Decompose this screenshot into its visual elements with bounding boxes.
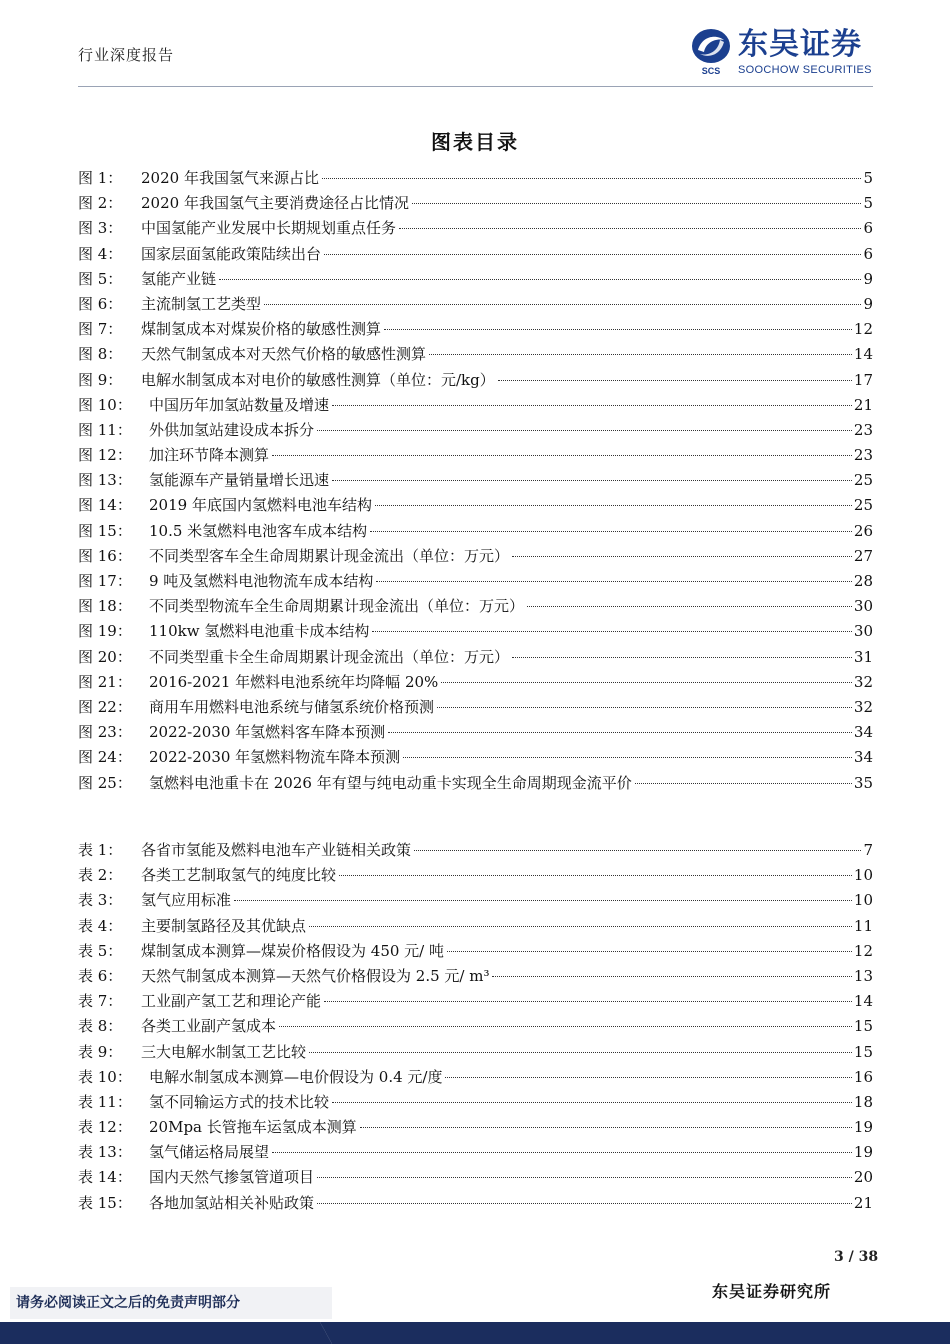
dot-leader [372, 631, 852, 632]
dot-leader [360, 1127, 852, 1128]
figure-title: 国家层面氢能政策陆续出台 [141, 244, 322, 263]
figure-title: 2020 年我国氢气主要消费途径占比情况 [141, 194, 409, 213]
company-logo [690, 28, 890, 80]
figure-title: 商用车用燃料电池系统与储氢系统价格预测 [149, 697, 435, 716]
figure-title: 中国历年加氢站数量及增速 [149, 395, 330, 414]
dot-leader [429, 354, 852, 355]
figure-entry[interactable] [78, 670, 873, 695]
figure-label: 图 20： [78, 647, 132, 666]
figure-title: 2019 年底国内氢燃料电池车结构 [149, 496, 372, 515]
dot-leader [279, 1026, 852, 1027]
figure-page-number: 5 [863, 169, 873, 187]
dot-leader [498, 380, 852, 381]
table-label: 表 8： [78, 1017, 123, 1036]
table-page-number: 13 [853, 966, 873, 985]
table-page-number: 15 [853, 1042, 873, 1061]
figure-entry[interactable] [78, 745, 873, 770]
dot-leader [317, 430, 852, 431]
table-page-number: 19 [853, 1118, 873, 1137]
figure-label: 图 8： [78, 345, 123, 364]
dot-leader [376, 581, 852, 582]
dot-leader [272, 1152, 852, 1153]
dot-leader [512, 657, 852, 658]
figure-label: 图 6： [78, 294, 123, 313]
table-label: 表 15： [78, 1193, 132, 1212]
table-entry[interactable] [78, 888, 873, 913]
footer-wedge [0, 1318, 950, 1344]
figure-label: 图 24： [78, 748, 132, 767]
table-entry[interactable] [78, 1165, 873, 1190]
figure-title: 不同类型重卡全生命周期累计现金流出（单位：万元） [149, 647, 510, 666]
table-title: 主要制氢路径及其优缺点 [141, 916, 307, 935]
figure-label: 图 4： [78, 244, 123, 263]
table-page-number: 10 [853, 891, 873, 910]
figure-page-number: 14 [853, 345, 873, 364]
figure-label: 图 10： [78, 395, 132, 414]
figure-entry[interactable] [78, 216, 873, 241]
figure-entry[interactable] [78, 443, 873, 468]
dot-leader [332, 405, 852, 406]
table-list [78, 838, 873, 1216]
figure-page-number: 35 [853, 773, 873, 792]
dot-leader [414, 850, 861, 851]
table-title: 工业副产氢工艺和理论产能 [141, 992, 322, 1011]
table-page-number: 21 [853, 1193, 873, 1212]
figure-label: 图 9： [78, 370, 123, 389]
table-label: 表 11： [78, 1092, 132, 1111]
figure-title: 2020 年我国氢气来源占比 [141, 169, 319, 187]
figure-label: 图 14： [78, 496, 132, 515]
figure-entry[interactable] [78, 418, 873, 443]
figure-title: 主流制氢工艺类型 [141, 294, 262, 313]
figure-entry[interactable] [78, 342, 873, 367]
figure-title: 氢燃料电池重卡在 2026 年有望与纯电动重卡实现全生命周期现金流平价 [149, 773, 632, 792]
figure-entry[interactable] [78, 468, 873, 493]
figure-page-number: 23 [853, 446, 873, 465]
dot-leader [272, 455, 852, 456]
figure-title: 2022-2030 年氢燃料客车降本预测 [149, 723, 386, 742]
dot-leader [234, 900, 852, 901]
table-page-number: 15 [853, 1017, 873, 1036]
table-entry[interactable] [78, 1065, 873, 1090]
figure-page-number: 34 [853, 748, 873, 767]
table-entry[interactable] [78, 863, 873, 888]
dot-leader [322, 178, 862, 179]
logo-chinese-name: 东吴证券 [738, 27, 862, 62]
table-page-number: 12 [853, 941, 873, 960]
disclaimer[interactable]: 请务必阅读正文之后的免责声明部分 [10, 1287, 332, 1319]
figure-page-number: 26 [853, 521, 873, 540]
figure-page-number: 9 [863, 269, 873, 288]
figure-page-number: 25 [853, 471, 873, 490]
figure-label: 图 17： [78, 572, 132, 590]
table-label: 表 14： [78, 1168, 132, 1187]
dot-leader [324, 254, 861, 255]
table-entry[interactable] [78, 1040, 873, 1065]
table-label: 表 3： [78, 891, 123, 910]
table-label: 表 12： [78, 1118, 132, 1137]
table-page-number: 19 [853, 1143, 873, 1162]
table-entry[interactable] [78, 1115, 873, 1140]
dot-leader [332, 1102, 852, 1103]
figure-page-number: 23 [853, 420, 873, 439]
dot-leader [635, 783, 852, 784]
figure-page-number: 31 [853, 647, 873, 666]
figure-entry[interactable] [78, 393, 873, 418]
dot-leader [412, 203, 862, 204]
figure-page-number: 34 [853, 723, 873, 742]
figure-page-number: 30 [853, 622, 873, 641]
figure-page-number: 9 [863, 294, 873, 313]
dot-leader [384, 329, 852, 330]
figure-title: 中国氢能产业发展中长期规划重点任务 [141, 219, 397, 238]
dot-leader [219, 279, 861, 280]
table-page-number: 20 [853, 1168, 873, 1187]
dot-leader [441, 682, 852, 683]
dot-leader [309, 926, 852, 927]
figure-label: 图 25： [78, 773, 132, 792]
table-entry[interactable] [78, 838, 873, 863]
figure-title: 2016-2021 年燃料电池系统年均降幅 20% [149, 672, 439, 691]
figure-entry[interactable] [78, 191, 873, 216]
figure-label: 图 19： [78, 622, 132, 641]
table-title: 各类工艺制取氢气的纯度比较 [141, 866, 337, 885]
institute-name: 东吴证券研究所 [712, 1282, 832, 1301]
header-divider [78, 86, 873, 87]
table-title: 各省市氢能及燃料电池车产业链相关政策 [141, 841, 412, 859]
figure-label: 图 21： [78, 672, 132, 691]
dot-leader [317, 1177, 852, 1178]
figure-page-number: 28 [853, 572, 873, 590]
figure-page-number: 5 [863, 194, 873, 213]
dot-leader [527, 606, 852, 607]
figure-entry[interactable] [78, 166, 873, 191]
figure-entry[interactable] [78, 493, 873, 518]
table-entry[interactable] [78, 939, 873, 964]
figure-title: 外供加氢站建设成本拆分 [149, 420, 315, 439]
figure-label: 图 2： [78, 194, 123, 213]
toc-title: 图表目录 [431, 130, 519, 154]
table-title: 氢不同输运方式的技术比较 [149, 1092, 330, 1111]
figure-title: 天然气制氢成本对天然气价格的敏感性测算 [141, 345, 427, 364]
dot-leader [403, 757, 852, 758]
table-label: 表 5： [78, 941, 123, 960]
figure-entry[interactable] [78, 594, 873, 619]
figure-title: 煤制氢成本对煤炭价格的敏感性测算 [141, 320, 382, 339]
figure-entry[interactable] [78, 645, 873, 670]
figure-entry[interactable] [78, 619, 873, 644]
table-label: 表 4： [78, 916, 123, 935]
dot-leader [317, 1203, 852, 1204]
dot-leader [339, 875, 852, 876]
table-label: 表 1： [78, 841, 123, 859]
figure-entry[interactable] [78, 720, 873, 745]
table-entry[interactable] [78, 1014, 873, 1039]
table-page-number: 10 [853, 866, 873, 885]
logo-mark-icon [690, 28, 732, 76]
report-type: 行业深度报告 [78, 46, 175, 64]
table-title: 国内天然气掺氢管道项目 [149, 1168, 315, 1187]
figure-entry[interactable] [78, 569, 873, 594]
figure-entry[interactable] [78, 317, 873, 342]
table-title: 氢气应用标准 [141, 891, 232, 910]
table-entry[interactable] [78, 989, 873, 1014]
figure-title: 110kw 氢燃料电池重卡成本结构 [149, 622, 370, 641]
figure-page-number: 17 [853, 370, 873, 389]
figure-page-number: 6 [863, 244, 873, 263]
table-title: 电解水制氢成本测算—电价假设为 0.4 元/度 [149, 1067, 443, 1086]
logo-english-name: SOOCHOW SECURITIES [738, 64, 872, 76]
figure-page-number: 32 [853, 697, 873, 716]
figure-entry[interactable] [78, 242, 873, 267]
table-title: 20Mpa 长管拖车运氢成本测算 [149, 1118, 357, 1137]
figure-label: 图 3： [78, 219, 123, 238]
figure-page-number: 21 [853, 395, 873, 414]
table-title: 天然气制氢成本测算—天然气价格假设为 2.5 元/ m³ [141, 966, 490, 985]
dot-leader [388, 732, 852, 733]
table-page-number: 11 [853, 916, 873, 935]
dot-leader [437, 707, 852, 708]
figure-label: 图 7： [78, 320, 123, 339]
figure-label: 图 12： [78, 446, 132, 465]
figure-entry[interactable] [78, 544, 873, 569]
page-number: 3 / 38 [834, 1249, 879, 1265]
table-page-number: 7 [863, 841, 873, 859]
logo-mark-text: SCS [701, 66, 721, 76]
figure-page-number: 6 [863, 219, 873, 238]
figure-entry[interactable] [78, 771, 873, 796]
table-label: 表 13： [78, 1143, 132, 1162]
table-title: 三大电解水制氢工艺比较 [141, 1042, 307, 1061]
figure-label: 图 23： [78, 723, 132, 742]
dot-leader [492, 976, 851, 977]
dot-leader [309, 1052, 852, 1053]
figure-title: 加注环节降本测算 [149, 446, 270, 465]
figure-entry[interactable] [78, 368, 873, 393]
dot-leader [399, 228, 861, 229]
table-entry[interactable] [78, 1090, 873, 1115]
figure-entry[interactable] [78, 695, 873, 720]
figure-entry[interactable] [78, 292, 873, 317]
table-title: 氢气储运格局展望 [149, 1143, 270, 1162]
figure-title: 10.5 米氢燃料电池客车成本结构 [149, 521, 368, 540]
figure-label: 图 16： [78, 546, 132, 565]
table-title: 各地加氢站相关补贴政策 [149, 1193, 315, 1212]
table-page-number: 16 [853, 1067, 873, 1086]
table-entry[interactable] [78, 914, 873, 939]
figure-page-number: 12 [853, 320, 873, 339]
table-title: 各类工业副产氢成本 [141, 1017, 277, 1036]
table-label: 表 10： [78, 1067, 132, 1086]
dot-leader [264, 304, 861, 305]
figure-label: 图 22： [78, 697, 132, 716]
figure-label: 图 15： [78, 521, 132, 540]
dot-leader [445, 1077, 851, 1078]
figure-title: 9 吨及氢燃料电池物流车成本结构 [149, 572, 374, 590]
dot-leader [447, 951, 852, 952]
figure-title: 不同类型物流车全生命周期累计现金流出（单位：万元） [149, 597, 525, 616]
figure-page-number: 30 [853, 597, 873, 616]
figure-label: 图 5： [78, 269, 123, 288]
dot-leader [370, 531, 852, 532]
figure-title: 氢能产业链 [141, 269, 217, 288]
figure-title: 不同类型客车全生命周期累计现金流出（单位：万元） [149, 546, 510, 565]
figure-label: 图 13： [78, 471, 132, 490]
dot-leader [324, 1001, 852, 1002]
figure-entry[interactable] [78, 519, 873, 544]
table-entry[interactable] [78, 1140, 873, 1165]
figure-page-number: 32 [853, 672, 873, 691]
dot-leader [375, 505, 852, 506]
figure-title: 2022-2030 年氢燃料物流车降本预测 [149, 748, 401, 767]
table-entry[interactable] [78, 964, 873, 989]
table-page-number: 14 [853, 992, 873, 1011]
figure-list [78, 166, 873, 796]
figure-page-number: 27 [853, 546, 873, 565]
table-entry[interactable] [78, 1191, 873, 1216]
dot-leader [512, 556, 852, 557]
figure-entry[interactable] [78, 267, 873, 292]
table-label: 表 2： [78, 866, 123, 885]
figure-page-number: 25 [853, 496, 873, 515]
table-label: 表 9： [78, 1042, 123, 1061]
figure-label: 图 11： [78, 420, 132, 439]
table-label: 表 6： [78, 966, 123, 985]
table-page-number: 18 [853, 1092, 873, 1111]
table-title: 煤制氢成本测算—煤炭价格假设为 450 元/ 吨 [141, 941, 444, 960]
figure-label: 图 18： [78, 597, 132, 616]
table-label: 表 7： [78, 992, 123, 1011]
figure-title: 电解水制氢成本对电价的敏感性测算（单位：元/kg） [141, 370, 495, 389]
figure-title: 氢能源车产量销量增长迅速 [149, 471, 330, 490]
figure-label: 图 1： [78, 169, 123, 187]
dot-leader [332, 480, 852, 481]
